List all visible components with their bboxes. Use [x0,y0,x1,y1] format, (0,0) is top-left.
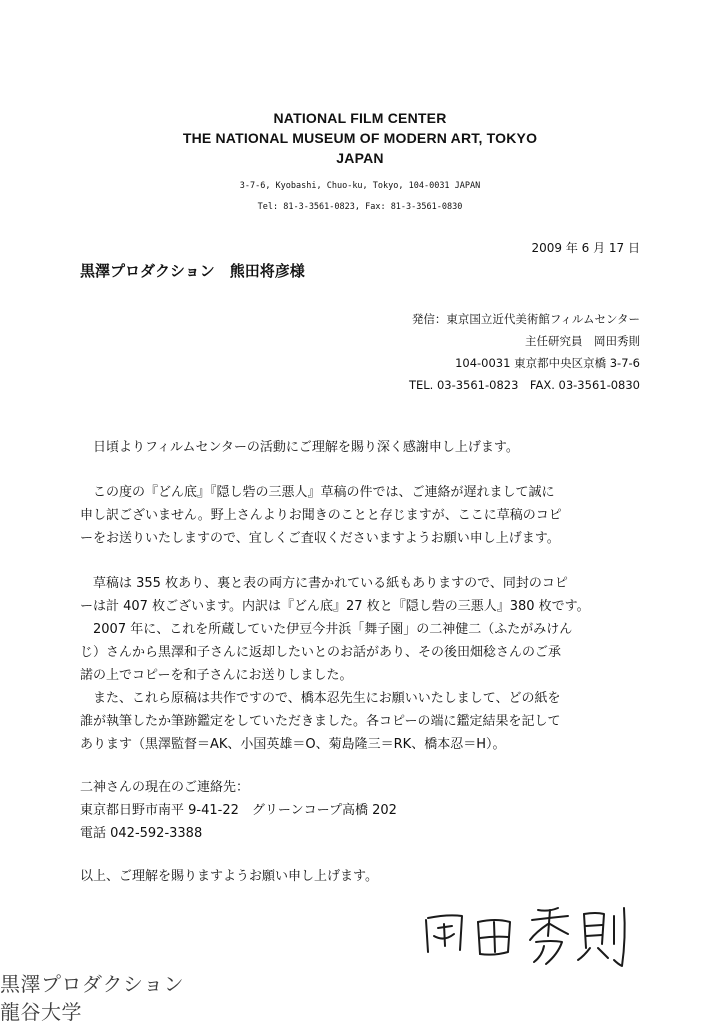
contact-heading: 二神さんの現在のご連絡先： [80,780,250,795]
body-line: 2007 年に、これを所蔵していた伊豆今井浜「舞子園」の二神健二（ふたがみけん [93,622,573,637]
body-line: 申し訳ございません。野上さんよりお聞きのことと存じますが、ここに草稿のコピ [80,508,562,523]
letterhead [0,108,720,168]
letter-body [80,436,642,888]
country: JAPAN [336,150,384,166]
contact-address: 東京都日野市南平 9-41-22 グリーンコープ高橋 202 [80,803,397,818]
closing-line: 以上、ご理解を賜りますようお願い申し上げます。 [80,869,378,884]
museum-name: THE NATIONAL MUSEUM OF MODERN ART, TOKYO [182,130,538,146]
sender-org: 発信：東京国立近代美術館フィルムセンター [411,312,640,326]
letterhead-phone-fax: Tel: 81-3-3561-0823, Fax: 81-3-3561-0830 [257,202,463,212]
body-line: じ）さんから黒澤和子さんに返却したいとのお話があり、その後田畑稔さんのご承 [80,645,562,660]
org-name: NATIONAL FILM CENTER [273,110,447,126]
watermark-line: 黒澤プロダクション [0,972,185,996]
contact-phone: 電話 042-592-3388 [80,826,203,841]
body-line: 諾の上でコピーを和子さんにお送りしました。 [80,668,353,683]
body-line: ーは計 407 枚ございます。内訳は『どん底』27 枚と『隠し砦の三悪人』380 枚です。 [80,599,590,614]
sender-title-name: 主任研究員 岡田秀則 [525,334,640,348]
body-line: 草稿は 355 枚あり、裏と表の両方に書かれている紙もありますので、同封のコピ [93,576,568,591]
handwritten-signature [418,902,633,972]
watermark-line: 龍谷大学 [0,1000,82,1024]
body-paragraph: 日頃よりフィルムセンターの活動にご理解を賜り深く感謝申し上げます。 [93,440,519,455]
body-line: この度の『どん底』『隠し砦の三悪人』草稿の件では、ご連絡が遅れまして誠に [93,485,555,500]
sender-phone-fax: TEL. 03-3561-0823 FAX. 03-3561-0830 [408,378,640,392]
letterhead-address: 3-7-6, Kyobashi, Chuo-ku, Tokyo, 104-0031 JAPAN [239,181,481,191]
body-line: あります（黒澤監督＝AK、小国英雄＝O、菊島隆三＝RK、橋本忍＝H）。 [80,737,506,752]
letter-date: 2009 年 6 月 17 日 [531,241,640,255]
sender-address: 104-0031 東京都中央区京橋 3-7-6 [455,356,640,370]
body-line: ーをお送りいたしますので、宜しくご査収くださいますようお願い申し上げます。 [80,531,560,546]
body-line: また、これら原稿は共作ですので、橋本忍先生にお願いいたしまして、どの紙を [93,691,561,706]
recipient: 黒澤プロダクション 熊田将彦様 [80,262,305,280]
sender-block [300,308,640,396]
body-line: 誰が執筆したか筆跡鑑定をしていただきました。各コピーの端に鑑定結果を記して [80,714,561,729]
watermark [0,970,184,1026]
